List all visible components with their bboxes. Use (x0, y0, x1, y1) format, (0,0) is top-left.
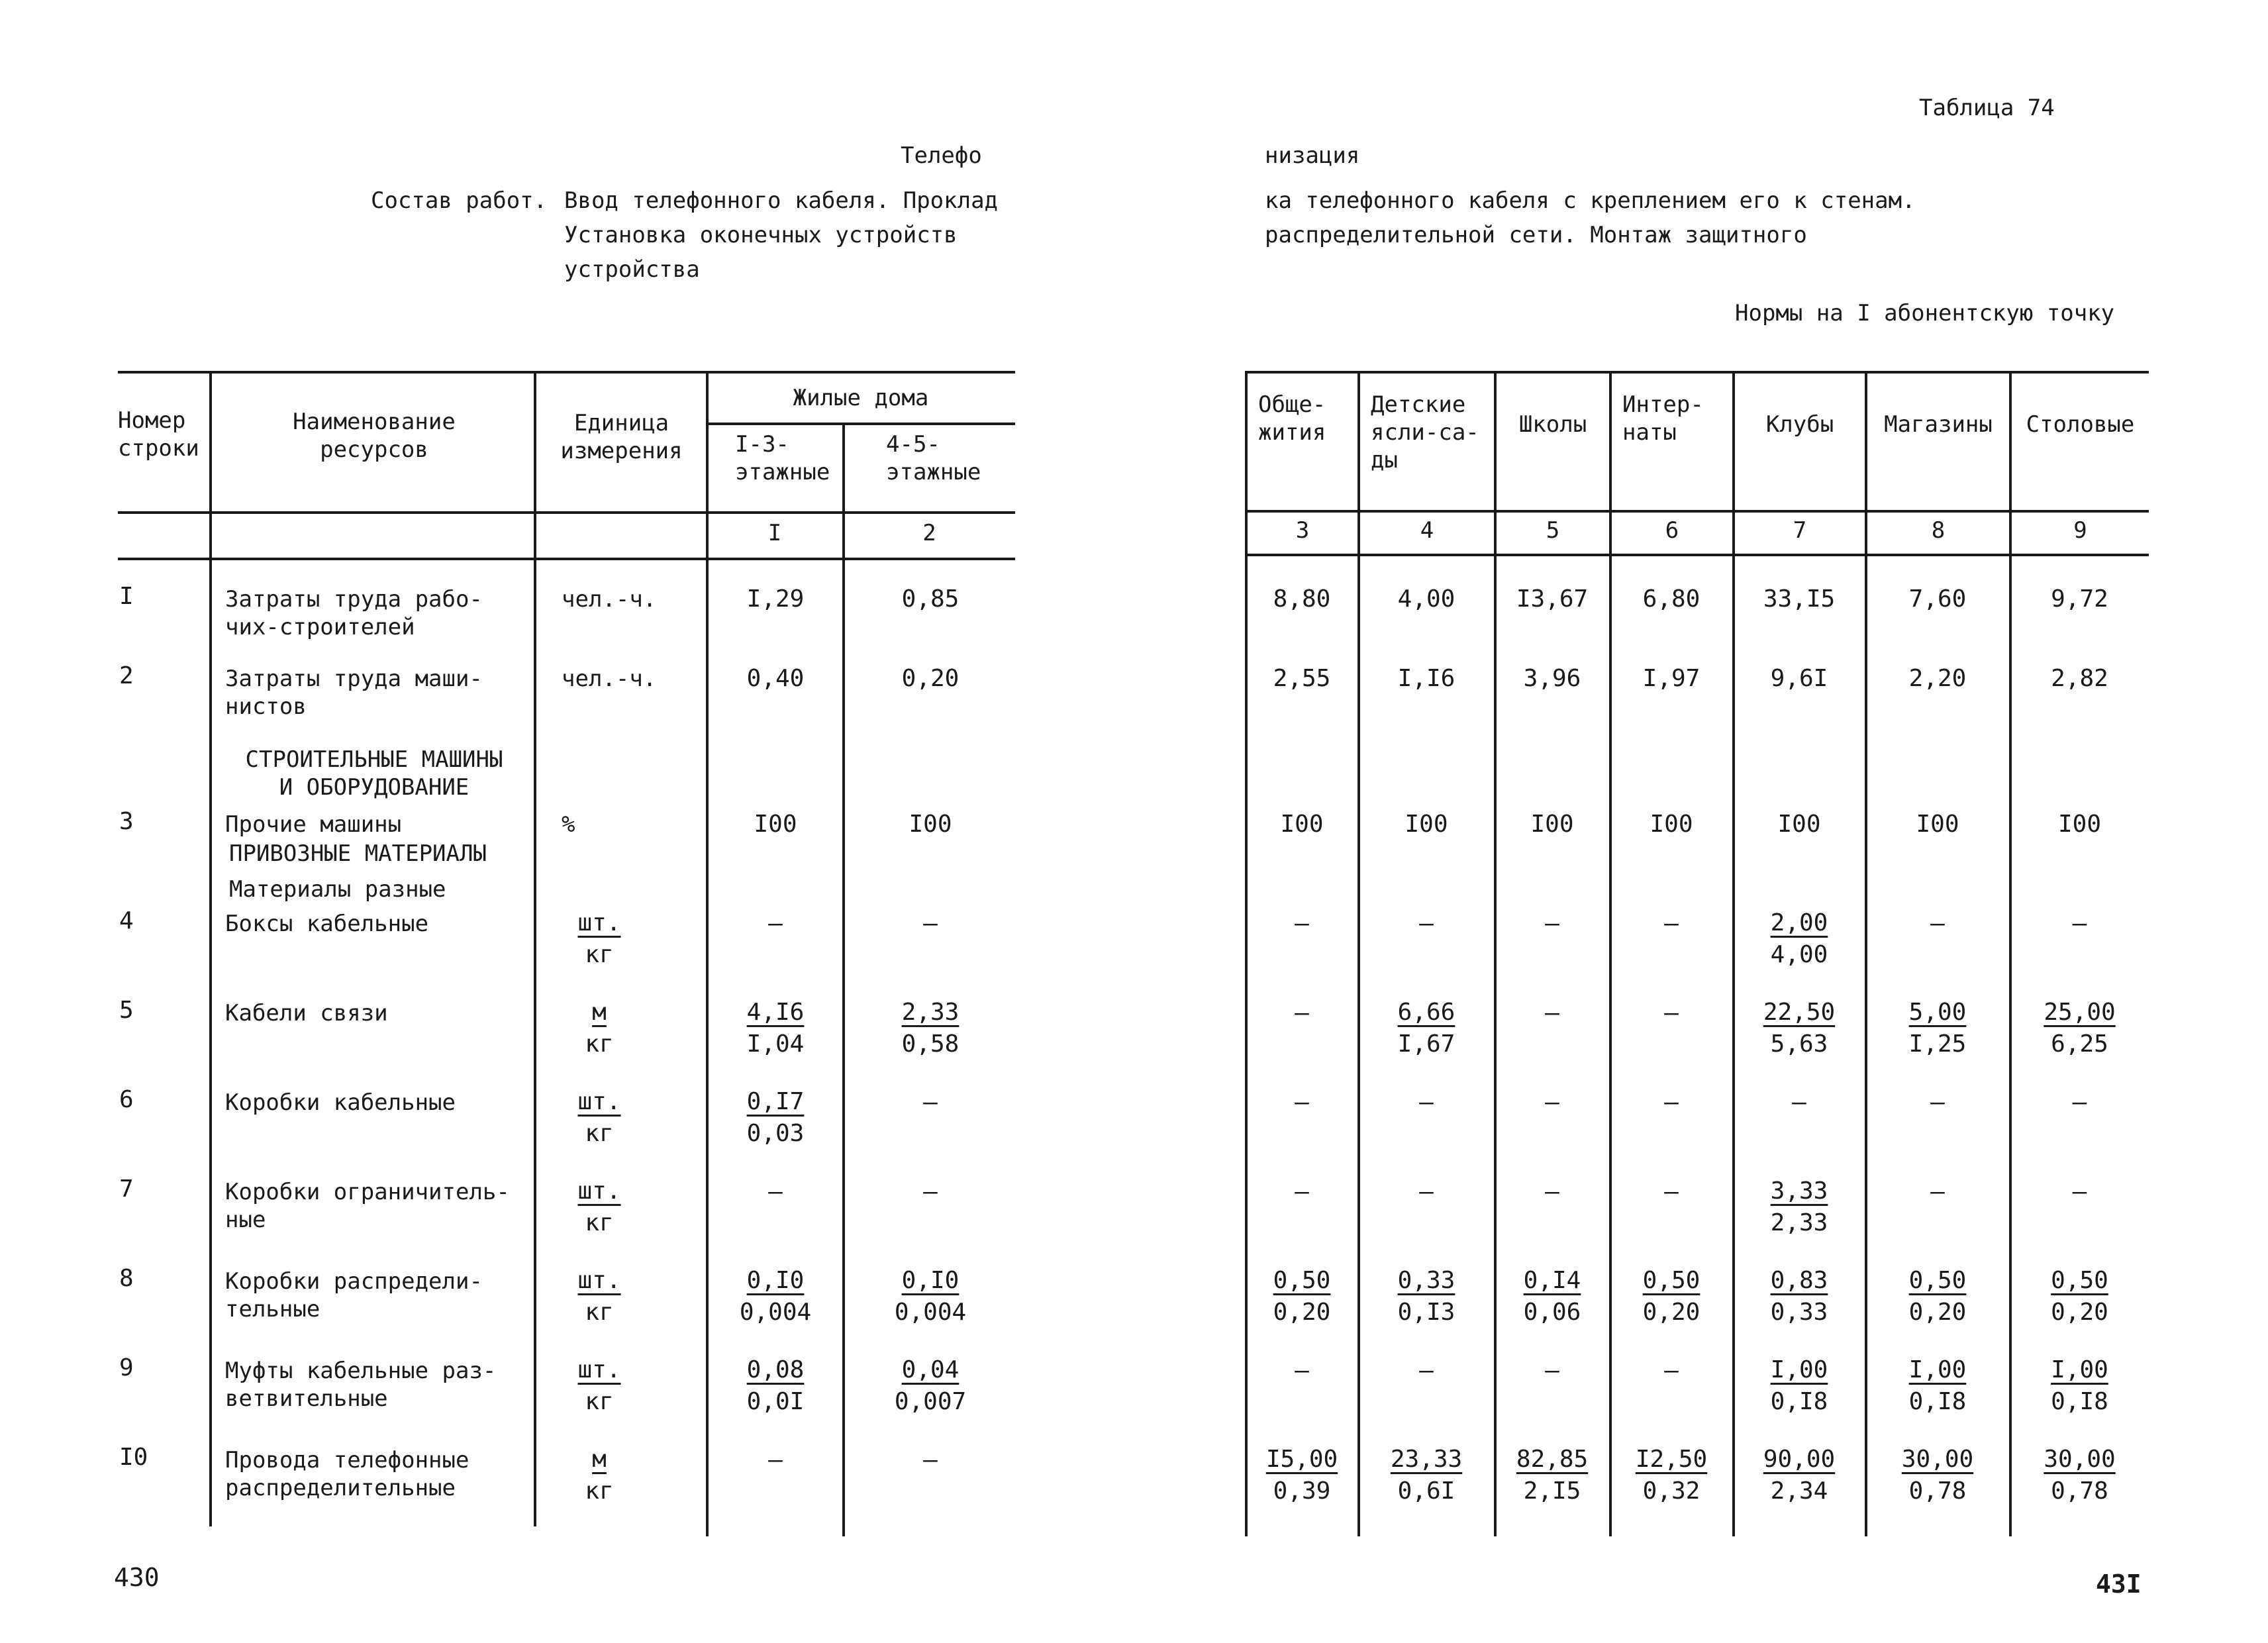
value-cell-denominator: 0,06 (1523, 1299, 1581, 1326)
value-cell-numerator: 23,33 (1390, 1446, 1463, 1473)
value-cell: 9,6I (1770, 665, 1828, 692)
value-cell-denominator: 0,33 (1770, 1299, 1828, 1326)
resource-name: Кабели связи (225, 1000, 388, 1026)
index-col-1: I (767, 520, 782, 546)
value-cell (1361, 1265, 1491, 1328)
value-cell-numerator: 0,33 (1397, 1267, 1455, 1294)
value-cell: – (1664, 1178, 1679, 1205)
value-cell-numerator: 0,50 (2051, 1267, 2108, 1294)
value-cell-numerator: 5,00 (1908, 999, 1967, 1026)
value-cell: – (1545, 999, 1559, 1026)
unit-cell (563, 997, 636, 1060)
value-cell-numerator: I,00 (1770, 1356, 1828, 1383)
index-col-2: 2 (922, 520, 936, 546)
value-cell (1613, 1265, 1730, 1328)
section-machines: СТРОИТЕЛЬНЫЕ МАШИНЫ И ОБОРУДОВАНИЕ (245, 746, 503, 801)
column-index: 7 (1793, 517, 1807, 544)
value-col-2: – (923, 910, 938, 937)
resource-name: Коробки распредели- тельные (225, 1268, 483, 1322)
value-cell: 8,80 (1273, 585, 1331, 613)
column-index: 5 (1546, 517, 1560, 544)
value-cell-denominator: 0,20 (1642, 1299, 1701, 1326)
unit-cell-numerator: шт. (577, 1356, 621, 1383)
col-divider (1494, 371, 1497, 1536)
value-cell-denominator: 6,25 (2051, 1030, 2108, 1058)
value-cell (2013, 1354, 2146, 1418)
value-cell-denominator: 2,I5 (1523, 1477, 1581, 1505)
value-cell-denominator: 0,78 (2051, 1477, 2108, 1505)
value-col-2: – (923, 1446, 938, 1473)
value-col-1 (710, 997, 841, 1060)
col-divider (1609, 371, 1612, 1536)
value-cell: 3,96 (1523, 665, 1581, 692)
unit-cell: % (562, 811, 575, 838)
unit-cell-numerator: шт. (577, 1088, 621, 1115)
value-cell (1736, 1354, 1862, 1418)
value-cell-denominator: 0,I8 (1908, 1388, 1967, 1415)
col-divider (1245, 371, 1248, 1536)
value-cell: – (1545, 1178, 1559, 1205)
resource-name: Коробки ограничитель- ные (225, 1179, 510, 1233)
value-cell-numerator: 0,50 (1642, 1267, 1701, 1294)
table-top-rule (1245, 371, 2149, 373)
row-number: 3 (119, 808, 134, 835)
value-cell: 4,00 (1397, 585, 1455, 613)
value-cell-numerator: 3,33 (1770, 1177, 1828, 1205)
value-col-2: I00 (909, 811, 952, 838)
value-cell-numerator: 30,00 (2044, 1446, 2116, 1473)
value-cell: – (1295, 910, 1309, 937)
value-cell: – (1930, 1178, 1945, 1205)
value-col-1: I00 (754, 811, 797, 838)
row-number: 8 (119, 1265, 134, 1292)
value-col-1 (710, 1354, 841, 1418)
value-cell (1249, 1444, 1355, 1507)
column-header: Столовые (2026, 411, 2135, 438)
composition-right-2: распределительной сети. Монтаж защитного (1265, 222, 1807, 248)
value-cell-numerator: 0,50 (1908, 1267, 1967, 1294)
value-cell (1736, 1175, 1862, 1239)
value-cell (1249, 1265, 1355, 1328)
value-cell: – (1419, 1357, 1434, 1384)
value-cell: – (1419, 1089, 1434, 1116)
resource-name: Муфты кабельные раз- ветвительные (225, 1358, 497, 1412)
value-col-2: – (923, 1178, 938, 1205)
value-cell-denominator: I,25 (1908, 1030, 1967, 1058)
unit-cell: чел.-ч. (562, 666, 657, 692)
header-unit: Единица измерения (560, 410, 683, 464)
value-cell-numerator: I2,50 (1635, 1446, 1708, 1473)
value-cell-numerator: I,00 (1908, 1356, 1967, 1383)
resource-name: Провода телефонные распределительные (225, 1447, 469, 1501)
title-right: низация (1265, 142, 1360, 169)
column-index: 9 (2073, 517, 2087, 544)
value-cell: – (1664, 1357, 1679, 1384)
col-divider (2009, 371, 2012, 1536)
table-label: Таблица 74 (1919, 95, 2055, 121)
value-cell: – (2072, 910, 2087, 937)
composition-left-3: устройства (564, 256, 700, 283)
section-materials: ПРИВОЗНЫЕ МАТЕРИАЛЫ (229, 840, 487, 867)
value-col-2-numerator: 0,I0 (901, 1267, 960, 1294)
index-rule (118, 558, 1015, 560)
row-number: 2 (119, 662, 134, 689)
header-resource-name: Наименование ресурсов (293, 409, 456, 463)
value-col-1 (710, 1086, 841, 1150)
value-cell: 2,20 (1908, 665, 1967, 692)
column-header: Клубы (1765, 411, 1834, 438)
value-col-1 (710, 1265, 841, 1328)
row-number: 4 (119, 907, 134, 934)
row-number: 9 (119, 1354, 134, 1381)
value-cell: I,97 (1642, 665, 1701, 692)
value-col-2-denominator: 0,58 (901, 1030, 960, 1058)
value-cell-denominator: 0,39 (1273, 1477, 1331, 1505)
title-left: Телефо (901, 142, 982, 169)
value-cell-numerator: I5,00 (1265, 1446, 1338, 1473)
index-rule (1245, 554, 2149, 556)
value-cell-denominator: 0,I8 (2051, 1388, 2108, 1415)
col-divider (842, 424, 845, 1536)
value-col-2: 0,20 (901, 665, 960, 692)
value-cell-numerator: I,00 (2051, 1356, 2108, 1383)
unit-cell-denominator: кг (585, 1120, 614, 1147)
header-rule (118, 511, 1015, 514)
value-cell (1736, 1265, 1862, 1328)
value-cell-denominator: 2,33 (1770, 1209, 1828, 1236)
value-col-2 (846, 1265, 1014, 1328)
unit-cell (563, 1086, 636, 1150)
left-page (0, 0, 1126, 1643)
value-cell: I00 (1777, 811, 1821, 838)
value-col-1-numerator: 0,I7 (746, 1088, 805, 1115)
value-cell: I,I6 (1397, 665, 1455, 692)
composition-right-1: ка телефонного кабеля с креплением его к стенам. (1265, 187, 1916, 214)
value-cell-denominator: 0,78 (1908, 1477, 1967, 1505)
col-divider (1357, 371, 1360, 1536)
row-number: I (119, 583, 134, 610)
value-cell-denominator: 0,20 (1273, 1299, 1331, 1326)
value-cell (1869, 997, 2006, 1060)
value-col-1-denominator: I,04 (746, 1030, 805, 1058)
value-cell: – (1930, 1089, 1945, 1116)
unit-cell (563, 1265, 636, 1328)
unit-cell-denominator: кг (585, 1477, 614, 1505)
value-cell-numerator: 22,50 (1763, 999, 1836, 1026)
unit-cell-numerator: м (592, 999, 607, 1026)
composition-left-2: Установка оконечных устройств (564, 222, 958, 248)
value-col-1: – (768, 1178, 783, 1205)
value-cell: I00 (1650, 811, 1693, 838)
unit-cell-denominator: кг (585, 1030, 614, 1058)
value-cell: – (2072, 1089, 2087, 1116)
value-cell-numerator: 2,00 (1770, 909, 1828, 936)
value-col-1-numerator: 0,08 (746, 1356, 805, 1383)
value-cell-numerator: 90,00 (1763, 1446, 1836, 1473)
value-cell: – (1664, 910, 1679, 937)
header-col-1: I-3- этажные (735, 431, 830, 485)
value-cell (1869, 1444, 2006, 1507)
row-number: I0 (119, 1444, 148, 1471)
value-cell: – (1545, 1089, 1559, 1116)
value-cell-denominator: 0,20 (1908, 1299, 1967, 1326)
unit-cell (563, 1175, 636, 1239)
value-cell-denominator: 0,20 (2051, 1299, 2108, 1326)
value-cell: 9,72 (2051, 585, 2108, 613)
value-cell: I00 (1280, 811, 1324, 838)
column-index: 4 (1420, 517, 1434, 544)
value-cell: – (1295, 1089, 1309, 1116)
value-cell (2013, 1444, 2146, 1507)
unit-cell-denominator: кг (585, 941, 614, 968)
unit-cell (563, 1354, 636, 1418)
value-cell-denominator: 0,32 (1642, 1477, 1701, 1505)
composition-left-1: Ввод телефонного кабеля. Проклад (564, 187, 999, 214)
value-col-2-denominator: 0,007 (894, 1388, 967, 1415)
value-cell: – (1295, 1178, 1309, 1205)
value-cell-denominator: 0,6I (1397, 1477, 1455, 1505)
value-cell: 7,60 (1908, 585, 1967, 613)
column-header: Магазины (1884, 411, 1993, 438)
col-divider (534, 371, 536, 1526)
value-cell: I3,67 (1516, 585, 1589, 613)
resource-name: Прочие машины (225, 811, 402, 838)
value-cell-numerator: 0,83 (1770, 1267, 1828, 1294)
unit-cell-numerator: шт. (577, 909, 621, 936)
composition-label: Состав работ. (371, 187, 548, 214)
column-index: 6 (1665, 517, 1679, 544)
value-col-1-numerator: 0,I0 (746, 1267, 805, 1294)
value-cell-denominator: 2,34 (1770, 1477, 1828, 1505)
value-col-1-numerator: 4,I6 (746, 999, 805, 1026)
value-cell: – (1419, 1178, 1434, 1205)
unit-cell (563, 1444, 636, 1507)
value-cell (1361, 1444, 1491, 1507)
page-number-left: 430 (114, 1563, 160, 1592)
value-col-2-denominator: 0,004 (894, 1299, 967, 1326)
value-cell: – (1664, 1089, 1679, 1116)
value-cell-denominator: 4,00 (1770, 941, 1828, 968)
value-cell: 2,82 (2051, 665, 2108, 692)
value-cell (1869, 1265, 2006, 1328)
value-cell-numerator: 0,I4 (1523, 1267, 1581, 1294)
value-cell: – (1295, 999, 1309, 1026)
value-cell-numerator: 6,66 (1397, 999, 1455, 1026)
page-number-right: 43I (2096, 1569, 2142, 1599)
header-row-number: Номер строки (118, 407, 199, 462)
column-index: 8 (1931, 517, 1946, 544)
value-cell-denominator: 0,I8 (1770, 1388, 1828, 1415)
row-number: 5 (119, 997, 134, 1024)
value-col-1: – (768, 910, 783, 937)
resource-name: Затраты труда рабо- чих-строителей (225, 586, 483, 640)
value-cell-numerator: 0,50 (1273, 1267, 1331, 1294)
header-rule (1245, 510, 2149, 513)
unit-cell-numerator: м (592, 1446, 607, 1473)
value-cell: – (1930, 910, 1945, 937)
value-cell (2013, 1265, 2146, 1328)
value-cell-numerator: 30,00 (1901, 1446, 1974, 1473)
value-col-1-denominator: 0,004 (739, 1299, 812, 1326)
column-header: Обще- жития (1258, 391, 1326, 446)
column-header: Интер- наты (1622, 391, 1704, 446)
resource-name: Затраты труда маши- нистов (225, 666, 483, 720)
value-cell: I00 (1916, 811, 1959, 838)
value-cell (1361, 997, 1491, 1060)
col-divider (209, 371, 212, 1526)
value-col-2: – (923, 1089, 938, 1116)
value-col-1-denominator: 0,0I (746, 1388, 805, 1415)
value-cell: – (1545, 910, 1559, 937)
header-col-2: 4-5- этажные (886, 431, 981, 485)
value-cell: – (2072, 1178, 2087, 1205)
row-number: 7 (119, 1175, 134, 1203)
value-cell-numerator: 82,85 (1516, 1446, 1589, 1473)
value-cell-denominator: 0,I3 (1397, 1299, 1455, 1326)
value-cell: 2,55 (1273, 665, 1331, 692)
value-cell: – (1664, 999, 1679, 1026)
value-cell-denominator: 5,63 (1770, 1030, 1828, 1058)
value-cell-numerator: 25,00 (2044, 999, 2116, 1026)
value-cell: I00 (1530, 811, 1574, 838)
resource-name: Боксы кабельные (225, 911, 429, 937)
value-cell (1498, 1265, 1606, 1328)
table-top-rule (118, 371, 1015, 373)
column-index: 3 (1295, 517, 1310, 544)
value-cell (1736, 907, 1862, 971)
value-cell (1498, 1444, 1606, 1507)
value-col-1: 0,40 (746, 665, 805, 692)
value-cell: – (1295, 1357, 1309, 1384)
unit-cell (563, 907, 636, 971)
value-col-1: – (768, 1446, 783, 1473)
value-col-2 (846, 1354, 1014, 1418)
value-cell: I00 (2057, 811, 2102, 838)
value-col-2 (846, 997, 1014, 1060)
value-cell (1869, 1354, 2006, 1418)
value-col-1-denominator: 0,03 (746, 1120, 805, 1147)
unit-cell-denominator: кг (585, 1388, 614, 1415)
value-cell: – (1792, 1089, 1806, 1116)
value-cell (1736, 1444, 1862, 1507)
value-cell-denominator: I,67 (1397, 1030, 1455, 1058)
value-cell (1736, 997, 1862, 1060)
value-col-2-numerator: 2,33 (901, 999, 960, 1026)
unit-cell: чел.-ч. (562, 586, 657, 613)
value-cell: – (1419, 910, 1434, 937)
value-cell: – (1545, 1357, 1559, 1384)
unit-cell-denominator: кг (585, 1209, 614, 1236)
right-page (1126, 0, 2268, 1643)
col-divider (1865, 371, 1867, 1536)
value-cell: 6,80 (1642, 585, 1701, 613)
group-rule (706, 423, 1015, 425)
header-residential: Жилые дома (793, 385, 929, 411)
value-col-2-numerator: 0,04 (901, 1356, 960, 1383)
value-cell: I00 (1405, 811, 1448, 838)
unit-cell-numerator: шт. (577, 1267, 621, 1294)
value-cell (2013, 997, 2146, 1060)
value-col-1: I,29 (746, 585, 805, 613)
unit-cell-denominator: кг (585, 1299, 614, 1326)
resource-name: Коробки кабельные (225, 1089, 456, 1116)
row-number: 6 (119, 1086, 134, 1113)
value-cell: 33,I5 (1763, 585, 1836, 613)
section-materials-misc: Материалы разные (229, 876, 446, 903)
norms-label: Нормы на I абонентскую точку (1735, 300, 2115, 326)
column-header: Детские ясли-са- ды (1371, 391, 1479, 473)
column-header: Школы (1518, 411, 1587, 438)
value-cell (1613, 1444, 1730, 1507)
unit-cell-numerator: шт. (577, 1177, 621, 1205)
value-col-2: 0,85 (901, 585, 960, 613)
col-divider (1732, 371, 1735, 1536)
